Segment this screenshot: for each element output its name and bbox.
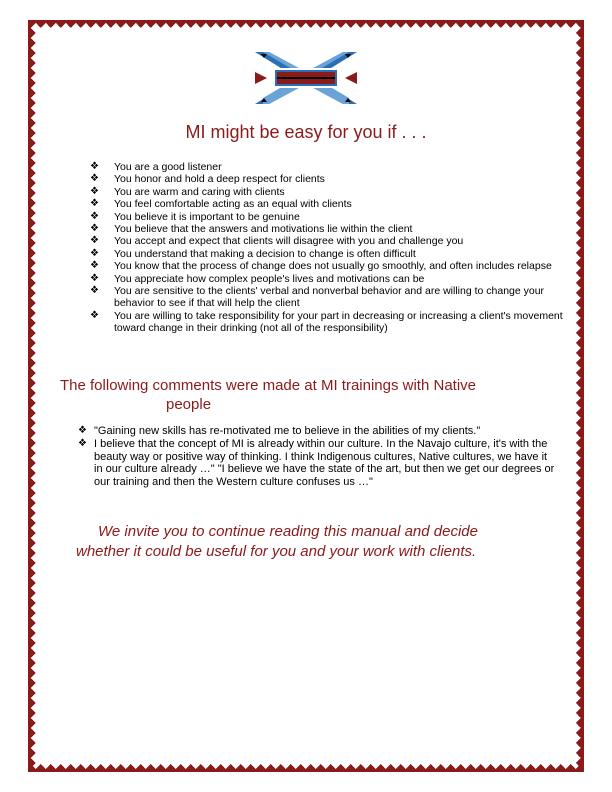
invite-line1: We invite you to continue reading this manual and decide bbox=[98, 523, 478, 540]
list-item bbox=[90, 173, 570, 185]
list-item-text: You know that the process of change does not usually go smoothly, and often includes relapse bbox=[114, 260, 552, 273]
list-item-text: You believe it is important to be genuine bbox=[114, 210, 300, 223]
list-item bbox=[90, 186, 570, 198]
comments-list bbox=[78, 425, 558, 489]
list-item-text: You are warm and caring with clients bbox=[114, 185, 285, 198]
list-item-text: You appreciate how complex people's lives and motivations can be bbox=[114, 272, 425, 285]
comments-heading bbox=[60, 376, 540, 414]
easy-if-list bbox=[90, 161, 570, 335]
list-item bbox=[90, 235, 570, 247]
list-item bbox=[90, 285, 570, 310]
diamond-bullet-icon: ❖ bbox=[78, 437, 87, 449]
list-item bbox=[90, 310, 570, 335]
list-item-text: You believe that the answers and motivations lie within the client bbox=[114, 223, 413, 236]
list-item-text: You feel comfortable acting as an equal with clients bbox=[114, 198, 352, 211]
diamond-bullet-icon: ❖ bbox=[90, 185, 99, 197]
list-item-text: You honor and hold a deep respect for clients bbox=[114, 173, 325, 186]
list-item-text: You are willing to take responsibility for your part in decreasing or increasing a client's movement toward change in their drinking (not all of the responsibility) bbox=[114, 309, 563, 335]
list-item-text: You understand that making a decision to change is often difficult bbox=[114, 247, 416, 260]
diamond-bullet-icon: ❖ bbox=[90, 247, 99, 259]
list-item bbox=[90, 223, 570, 235]
list-item-text: You accept and expect that clients will disagree with you and challenge you bbox=[114, 235, 464, 248]
list-item-text: You are sensitive to the clients' verbal and nonverbal behavior and are willing to change your behavior to see if that will help the client bbox=[114, 285, 545, 310]
diamond-bullet-icon: ❖ bbox=[90, 260, 99, 272]
invite-paragraph bbox=[76, 522, 556, 562]
list-item bbox=[90, 161, 570, 173]
list-item bbox=[90, 211, 570, 223]
list-item bbox=[78, 438, 558, 489]
diamond-bullet-icon: ❖ bbox=[90, 161, 99, 172]
list-item bbox=[90, 248, 570, 260]
list-item bbox=[78, 425, 558, 438]
list-item-text: I believe that the concept of MI is already within our culture. In the Navajo culture, it's with the beauty way or positive way of thinking. I think Indigenous cultures, Native cultures, we have it in our culture already …" "I believe we have the state of the art, but then we get our degrees or our training and then the Western culture confuses us …" bbox=[94, 437, 555, 489]
list-item bbox=[90, 273, 570, 285]
diamond-bullet-icon: ❖ bbox=[78, 425, 87, 436]
border-pattern-bottom bbox=[31, 759, 581, 769]
comments-heading-line1: The following comments were made at MI trainings with Native bbox=[60, 377, 477, 394]
diamond-bullet-icon: ❖ bbox=[90, 285, 99, 297]
diamond-bullet-icon: ❖ bbox=[90, 309, 99, 321]
list-item-text: You are a good listener bbox=[114, 161, 222, 173]
list-item bbox=[90, 260, 570, 272]
page-title: MI might be easy for you if . . . bbox=[185, 122, 427, 142]
diamond-bullet-icon: ❖ bbox=[90, 272, 99, 284]
diamond-bullet-icon: ❖ bbox=[90, 223, 99, 235]
invite-line2: whether it could be useful for you and your work with clients. bbox=[76, 543, 477, 560]
diamond-bullet-icon: ❖ bbox=[90, 210, 99, 222]
list-item-text: "Gaining new skills has re-motivated me to believe in the abilities of my clients." bbox=[94, 425, 481, 437]
diamond-bullet-icon: ❖ bbox=[90, 198, 99, 210]
border-pattern-top bbox=[31, 23, 581, 33]
native-pattern-emblem bbox=[255, 52, 357, 104]
diamond-bullet-icon: ❖ bbox=[90, 235, 99, 247]
diamond-bullet-icon: ❖ bbox=[90, 173, 99, 185]
comments-heading-line2: people bbox=[166, 396, 212, 413]
list-item bbox=[90, 198, 570, 210]
